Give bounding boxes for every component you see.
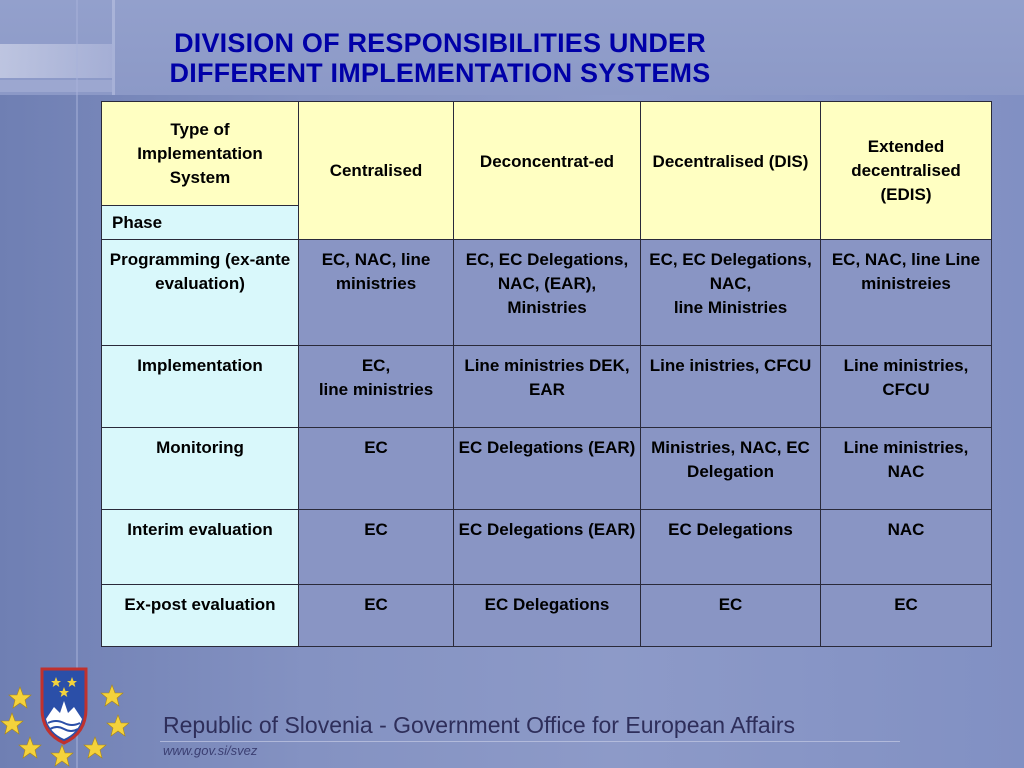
table-cell: EC, NAC, line ministries	[299, 240, 454, 346]
decorative-line	[76, 0, 78, 768]
footer-divider	[160, 741, 900, 742]
table-row	[102, 585, 992, 647]
table-row	[102, 346, 992, 428]
table-cell: EC Delegations (EAR)	[454, 510, 641, 585]
table-cell: EC, EC Delegations, NAC, line Ministries	[641, 240, 821, 346]
table-cell: Line ministries, CFCU	[821, 346, 992, 428]
phase-cell: Implementation	[102, 346, 299, 428]
column-header-extended-decentralised: Extended decentralised (EDIS)	[821, 102, 992, 240]
column-header-deconcentrated: Deconcentrat-ed	[454, 102, 641, 240]
table-cell: Line inistries, CFCU	[641, 346, 821, 428]
phase-cell: Monitoring	[102, 428, 299, 510]
table-cell: Ministries, NAC, EC Delegation	[641, 428, 821, 510]
table-cell: EC, NAC, line Line ministreies	[821, 240, 992, 346]
footer-url: www.gov.si/svez	[163, 743, 258, 758]
table-cell: EC, line ministries	[299, 346, 454, 428]
responsibilities-table	[101, 101, 992, 647]
table-cell: EC	[299, 428, 454, 510]
phase-header-cell: Phase	[102, 206, 299, 240]
table-cell: NAC	[821, 510, 992, 585]
table-cell: EC	[821, 585, 992, 647]
phase-cell: Ex-post evaluation	[102, 585, 299, 647]
type-header-cell: Type of Implementation System	[102, 102, 299, 206]
decorative-bar	[0, 44, 112, 78]
table-cell: EC	[299, 585, 454, 647]
column-header-decentralised: Decentralised (DIS)	[641, 102, 821, 240]
table-cell: EC Delegations	[641, 510, 821, 585]
table-cell: EC Delegations (EAR)	[454, 428, 641, 510]
table-cell: EC	[641, 585, 821, 647]
table-row	[102, 510, 992, 585]
table-row	[102, 240, 992, 346]
column-header-centralised: Centralised	[299, 102, 454, 240]
table-row	[102, 428, 992, 510]
slide-title: DIVISION OF RESPONSIBILITIES UNDER DIFFERENT IMPLEMENTATION SYSTEMS	[169, 28, 711, 88]
table-cell: Line ministries DEK, EAR	[454, 346, 641, 428]
table-header-row	[102, 102, 992, 206]
footer-organization: Republic of Slovenia - Government Office for European Affairs	[163, 712, 795, 738]
phase-cell: Programming (ex-ante evaluation)	[102, 240, 299, 346]
decorative-bar	[0, 80, 112, 92]
slovenia-coat-of-arms-with-stars-logo	[0, 655, 160, 768]
table-cell: Line ministries, NAC	[821, 428, 992, 510]
phase-cell: Interim evaluation	[102, 510, 299, 585]
table-cell: EC, EC Delegations, NAC, (EAR), Ministries	[454, 240, 641, 346]
table-cell: EC	[299, 510, 454, 585]
table-cell: EC Delegations	[454, 585, 641, 647]
